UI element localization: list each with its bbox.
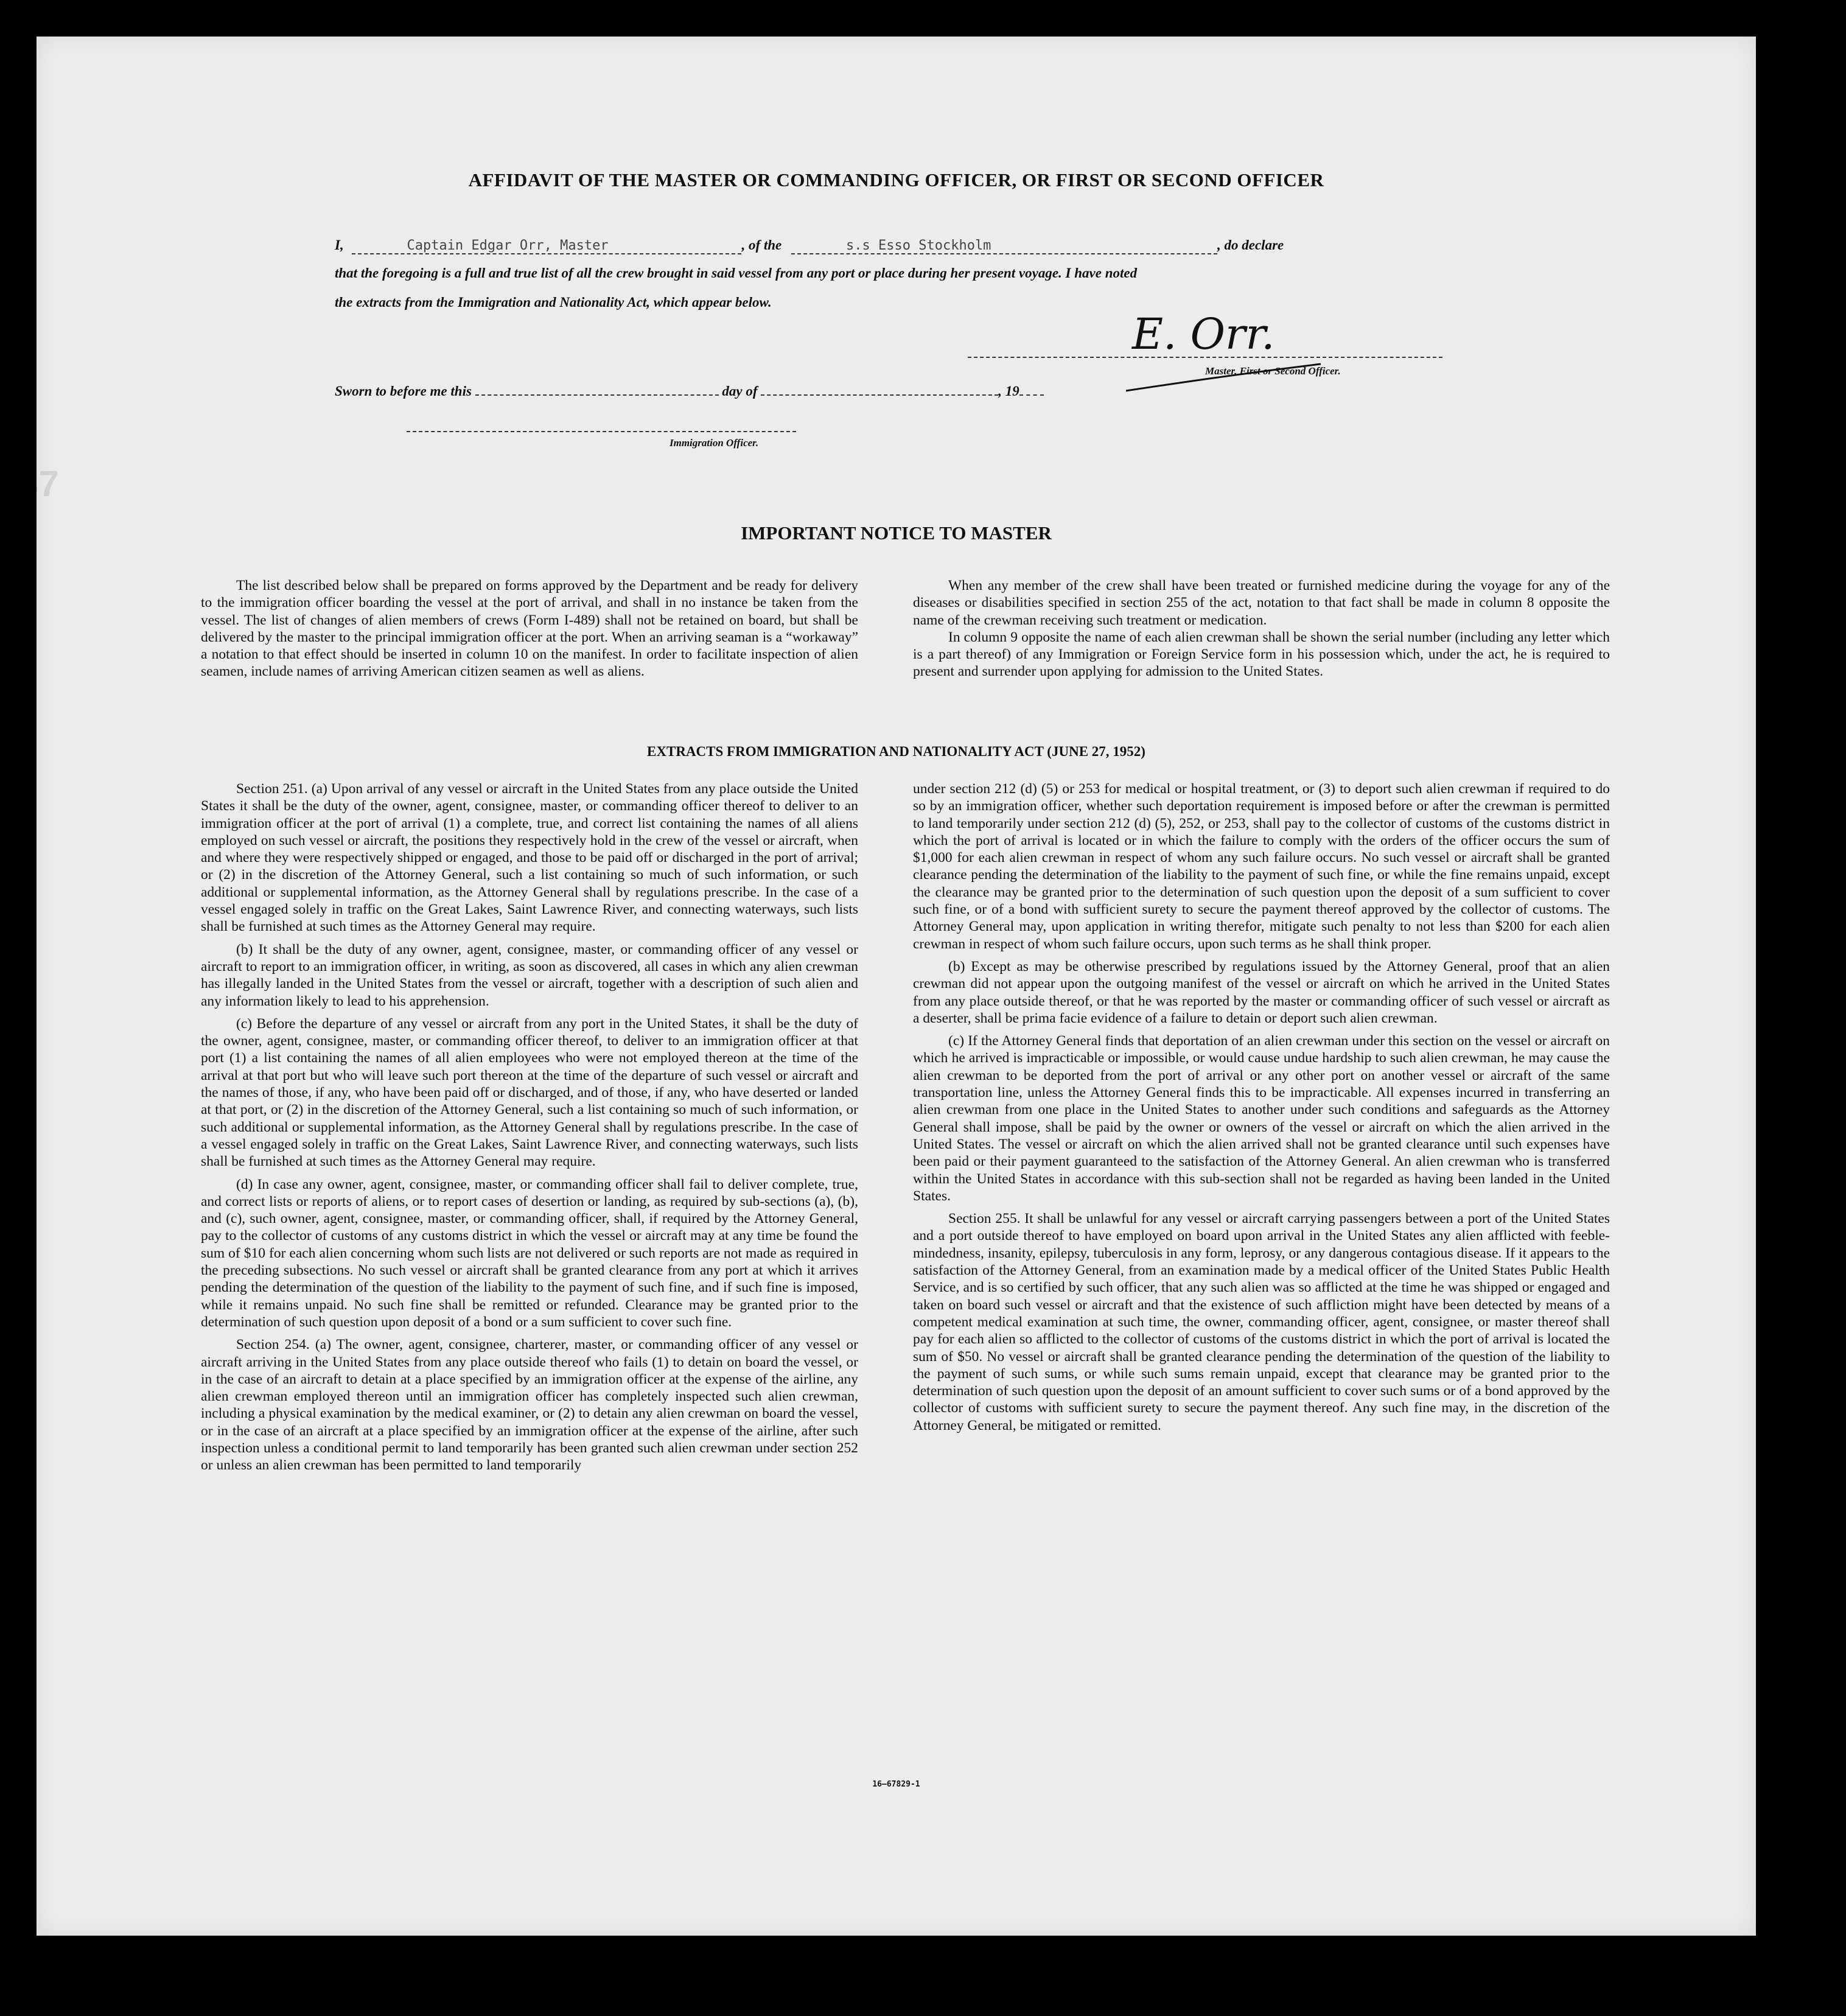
declaration-line xyxy=(335,237,1491,254)
section-paragraph: Section 255. It shall be unlawful for any vessel or aircraft carrying passengers between a port of the United States and a port outside thereof to have employed on board upon arrival in the United States any alien afflicted with feeble-mindedness, insanity, epilepsy, tuberculosis in any form, leprosy, or any dangerous contagious disease. If it appears to the satisfaction of the Attorney General, from an examination made by a medical officer of the United States Public Health Service, and is so certified by such officer, that any such alien was so afflicted at the time he was shipped or engaged and taken on board such vessel or aircraft and that the existence of such affliction might have been detected by means of a competent medical examination at such time, the owner, commanding officer, agent, consignee, or master thereof shall pay for each alien so afflicted to the collector of customs of the customs district in which the port of arrival is located the sum of $50. No vessel or aircraft shall be granted clearance pending the determination of the question of the liability to the payment of such sums, or while such sums remain unpaid, except that clearance may be granted prior to the determination of such question upon the deposit of an amount sufficient to cover such sums or of a bond approved by the collector of customs with sufficient surety to secure the payment thereof. Any such fine may, in the discretion of the Attorney General, be mitigated or remitted. xyxy=(913,1211,1610,1433)
section-paragraph: Section 251. (a) Upon arrival of any vessel or aircraft in the United States from any place outside the United States it shall be the duty of the owner, agent, consignee, master, or commanding officer thereof to deliver to an immigration officer at the port of arrival (1) a complete, true, and correct list containing the names of all aliens employed on such vessel or aircraft, the positions they respectively hold in the crew of the vessel or aircraft, when and where they were respectively shipped or engaged, and those to be paid off or discharged in the port of arrival; or (2) in the discretion of the Attorney General, such a list containing so much of such information, or such additional or supplemental information, as the Attorney General shall by regulations prescribe. In the case of a vessel engaged solely in traffic on the Great Lakes, Saint Lawrence River, and connecting waterways, such lists shall be furnished at such times as the Attorney General may require. xyxy=(201,781,858,935)
section-paragraph: (c) If the Attorney General finds that deportation of an alien crewman under this section on the vessel or aircraft on which he arrived is impracticable or impossible, or would cause undue hardship to such alien crewman, he may cause the alien crewman to be deported from the port of arrival or any other port on another vessel or aircraft of the same transportation line, unless the Attorney General finds this to be impracticable. All expenses incurred in transferring an alien crewman from one place in the United States to another under such conditions and safeguards as the Attorney General shall impose, shall be paid by the owner or owners of the vessel or aircraft on which the alien arrived in the United States. The vessel or aircraft on which the alien arrived shall not be granted clearance until such expenses have been paid or their payment guaranteed to the satisfaction of the Attorney General. An alien crewman who is transferred within the United States in accordance with this sub-section shall not be regarded as having been landed in the United States. xyxy=(913,1033,1610,1204)
vessel-value: s.s Esso Stockholm xyxy=(846,238,991,253)
document-page xyxy=(18,37,1756,1936)
sworn-day-field[interactable] xyxy=(475,394,719,396)
sworn-line xyxy=(335,383,1044,399)
vessel-field[interactable] xyxy=(791,237,1217,254)
bleed-through-mark: 37 xyxy=(18,463,59,504)
section-paragraph: Section 254. (a) The owner, agent, consignee, charterer, master, or commanding officer of any vessel or aircraft arriving in the United States from any place outside thereof who fails (1) to detain on board the vessel, or in the case of an aircraft to detain at a place specified by an immigration officer at the expense of the airline, any alien crewman employed thereon until an immigration officer has completely inspected such alien crewman, including a physical examination by the medical examiner, or (2) to detain any alien crewman on board the vessel, or in the case of an aircraft at a place specified by an immigration officer at the expense of the airline, after such inspection unless a conditional permit to land temporarily has been granted such alien crewman under section 252 or unless an alien crewman has been permitted to land temporarily xyxy=(201,1337,858,1474)
declaration-line-2: that the foregoing is a full and true list of all the crew brought in said vessel from any port or place during her present voyage. I have noted xyxy=(335,265,1138,281)
declaration-line-3: the extracts from the Immigration and Nationality Act, which appear below. xyxy=(335,295,772,310)
name-field[interactable] xyxy=(352,237,741,254)
day-of-label: day of xyxy=(722,383,758,399)
master-signature: E. Orr. xyxy=(1132,309,1275,359)
sworn-label: Sworn to before me this xyxy=(335,383,472,399)
form-number: 16—67829-1 xyxy=(872,1780,920,1789)
notice-paragraph: The list described below shall be prepared on forms approved by the Department and be ready for delivery to the immigration officer boarding the vessel at the port of arrival, and shall in no instance be taken from the vessel. The list of changes of alien members of crews (Form I-489) shall not be retained on board, but shall be delivered by the master to the principal immigration officer at the port. When an arriving seaman is a “workaway” a notation to that effect should be inserted in column 10 on the manifest. In order to facilitate inspection of alien seamen, include names of arriving American citizen seamen as well as aliens. xyxy=(201,578,858,680)
signature-label: Master, First or Second Officer. xyxy=(1205,365,1341,377)
section-paragraph: (c) Before the departure of any vessel or aircraft from any port in the United States, it shall be the duty of the owner, agent, consignee, master, or commanding officer thereof, to deliver to an immigration officer at that port (1) a list containing the names of all alien employees who were not employed thereon at the time of the arrival at that port but who will leave such port thereon at the time of the departure of such vessel or aircraft and the names of those, if any, who have been paid off or discharged, and of those, if any, who have deserted or landed at that port, or (2) in the discretion of the Attorney General, such a list containing so much of such information, or such additional or supplemental information, as the Attorney General shall by regulations prescribe. In the case of a vessel engaged solely in traffic on the Great Lakes, Saint Lawrence River, and connecting waterways, such lists shall be furnished at such times as the Attorney General may require. xyxy=(201,1015,858,1170)
notice-left-column xyxy=(201,577,858,681)
year-prefix: , 19 xyxy=(998,383,1019,399)
notice-title: IMPORTANT NOTICE TO MASTER xyxy=(741,522,1052,544)
section-paragraph: under section 212 (d) (5) or 253 for medical or hospital treatment, or (3) to deport such alien crewman if required to do so by an immigration officer, whether such deportation requirement is imposed before or after the crewman is permitted to land temporarily under section 212 (d) (5), 252, or 253, shall pay to the collector of customs of the customs district in which the port of arrival is located or in which the failure to comply with the orders of the officer occurs the sum of $1,000 for each alien crewman in respect of whom any such failure occurs. No such vessel or aircraft shall be granted clearance pending the determination of the liability to the payment of such fine, or while the fine remains unpaid, except the clearance may be granted prior to the determination of such question upon the deposit of a sum sufficient to cover such fine, or of a bond with sufficient surety to secure the payment thereof approved by the collector of customs. The Attorney General may, upon application in writing therefor, mitigate such penalty to not less than $200 for each alien crewman in respect of whom such failure occurs, upon such terms as he shall think proper. xyxy=(913,781,1610,952)
sworn-year-field[interactable] xyxy=(1019,394,1044,396)
notice-paragraph: When any member of the crew shall have been treated or furnished medicine during the voyage for any of the diseases or disabilities specified in section 255 of the act, notation to that fact shall be made in column 8 opposite the name of the crewman receiving such treatment or medication. xyxy=(913,578,1610,628)
sworn-month-field[interactable] xyxy=(761,394,998,396)
officer-signature-line xyxy=(407,431,796,432)
section-paragraph: (b) Except as may be otherwise prescribed by regulations issued by the Attorney General, proof that an alien crewman did not appear upon the outgoing manifest of the vessel or aircraft on which he arrived in the United States from any place outside thereof, or that he was reported by the master or commanding officer of such vessel or aircraft as a deserter, shall be prima facie evidence of a failure to detain or deport such alien crewman. xyxy=(913,958,1610,1026)
notice-right-column xyxy=(913,577,1610,681)
officer-label: Immigration Officer. xyxy=(670,437,759,449)
notice-paragraph: In column 9 opposite the name of each alien crewman shall be shown the serial number (including any letter which is a part thereof) of any Immigration or Foreign Service form in his possession which, under the act, he is required to present and surrender upon applying for admission to the United States. xyxy=(913,629,1610,680)
do-declare-label: , do declare xyxy=(1217,237,1284,253)
extracts-right-column xyxy=(913,780,1610,1440)
extracts-left-column xyxy=(201,780,858,1480)
section-paragraph: (b) It shall be the duty of any owner, agent, consignee, master, or commanding officer of any vessel or aircraft to report to an immigration officer, in writing, as soon as discovered, all cases in which any alien crewman has illegally landed in the United States from the vessel or aircraft, together with a description of such alien and any information likely to lead to his apprehension. xyxy=(201,941,858,1009)
affidavit-title: AFFIDAVIT OF THE MASTER OR COMMANDING OFFICER, OR FIRST OR SECOND OFFICER xyxy=(468,169,1324,191)
i-label: I, xyxy=(335,237,344,253)
of-the-label: , of the xyxy=(741,237,782,253)
name-value: Captain Edgar Orr, Master xyxy=(407,238,609,253)
section-paragraph: (d) In case any owner, agent, consignee, master, or commanding officer shall fail to deliver complete, true, and correct lists or reports of aliens, or to report cases of desertion or landing, as required by sub-sections (a), (b), and (c), such owner, agent, consignee, master, or commanding officer, shall, if required by the Attorney General, pay to the collector of customs of any customs district in which the vessel or aircraft may at any time be found the sum of $10 for each alien concerning whom such lists are not delivered or such reports are not made as required in the preceding subsections. No such vessel or aircraft shall be granted clearance from any port at which it arrives pending the determination of the question of the liability to the payment of such fine, and if such fine is imposed, while it remains unpaid. No such fine shall be remitted or refunded. Clearance may be granted prior to the determination of such question upon deposit of a bond or a sum sufficient to cover such fine. xyxy=(201,1176,858,1330)
extracts-title: EXTRACTS FROM IMMIGRATION AND NATIONALITY ACT (JUNE 27, 1952) xyxy=(647,744,1145,759)
